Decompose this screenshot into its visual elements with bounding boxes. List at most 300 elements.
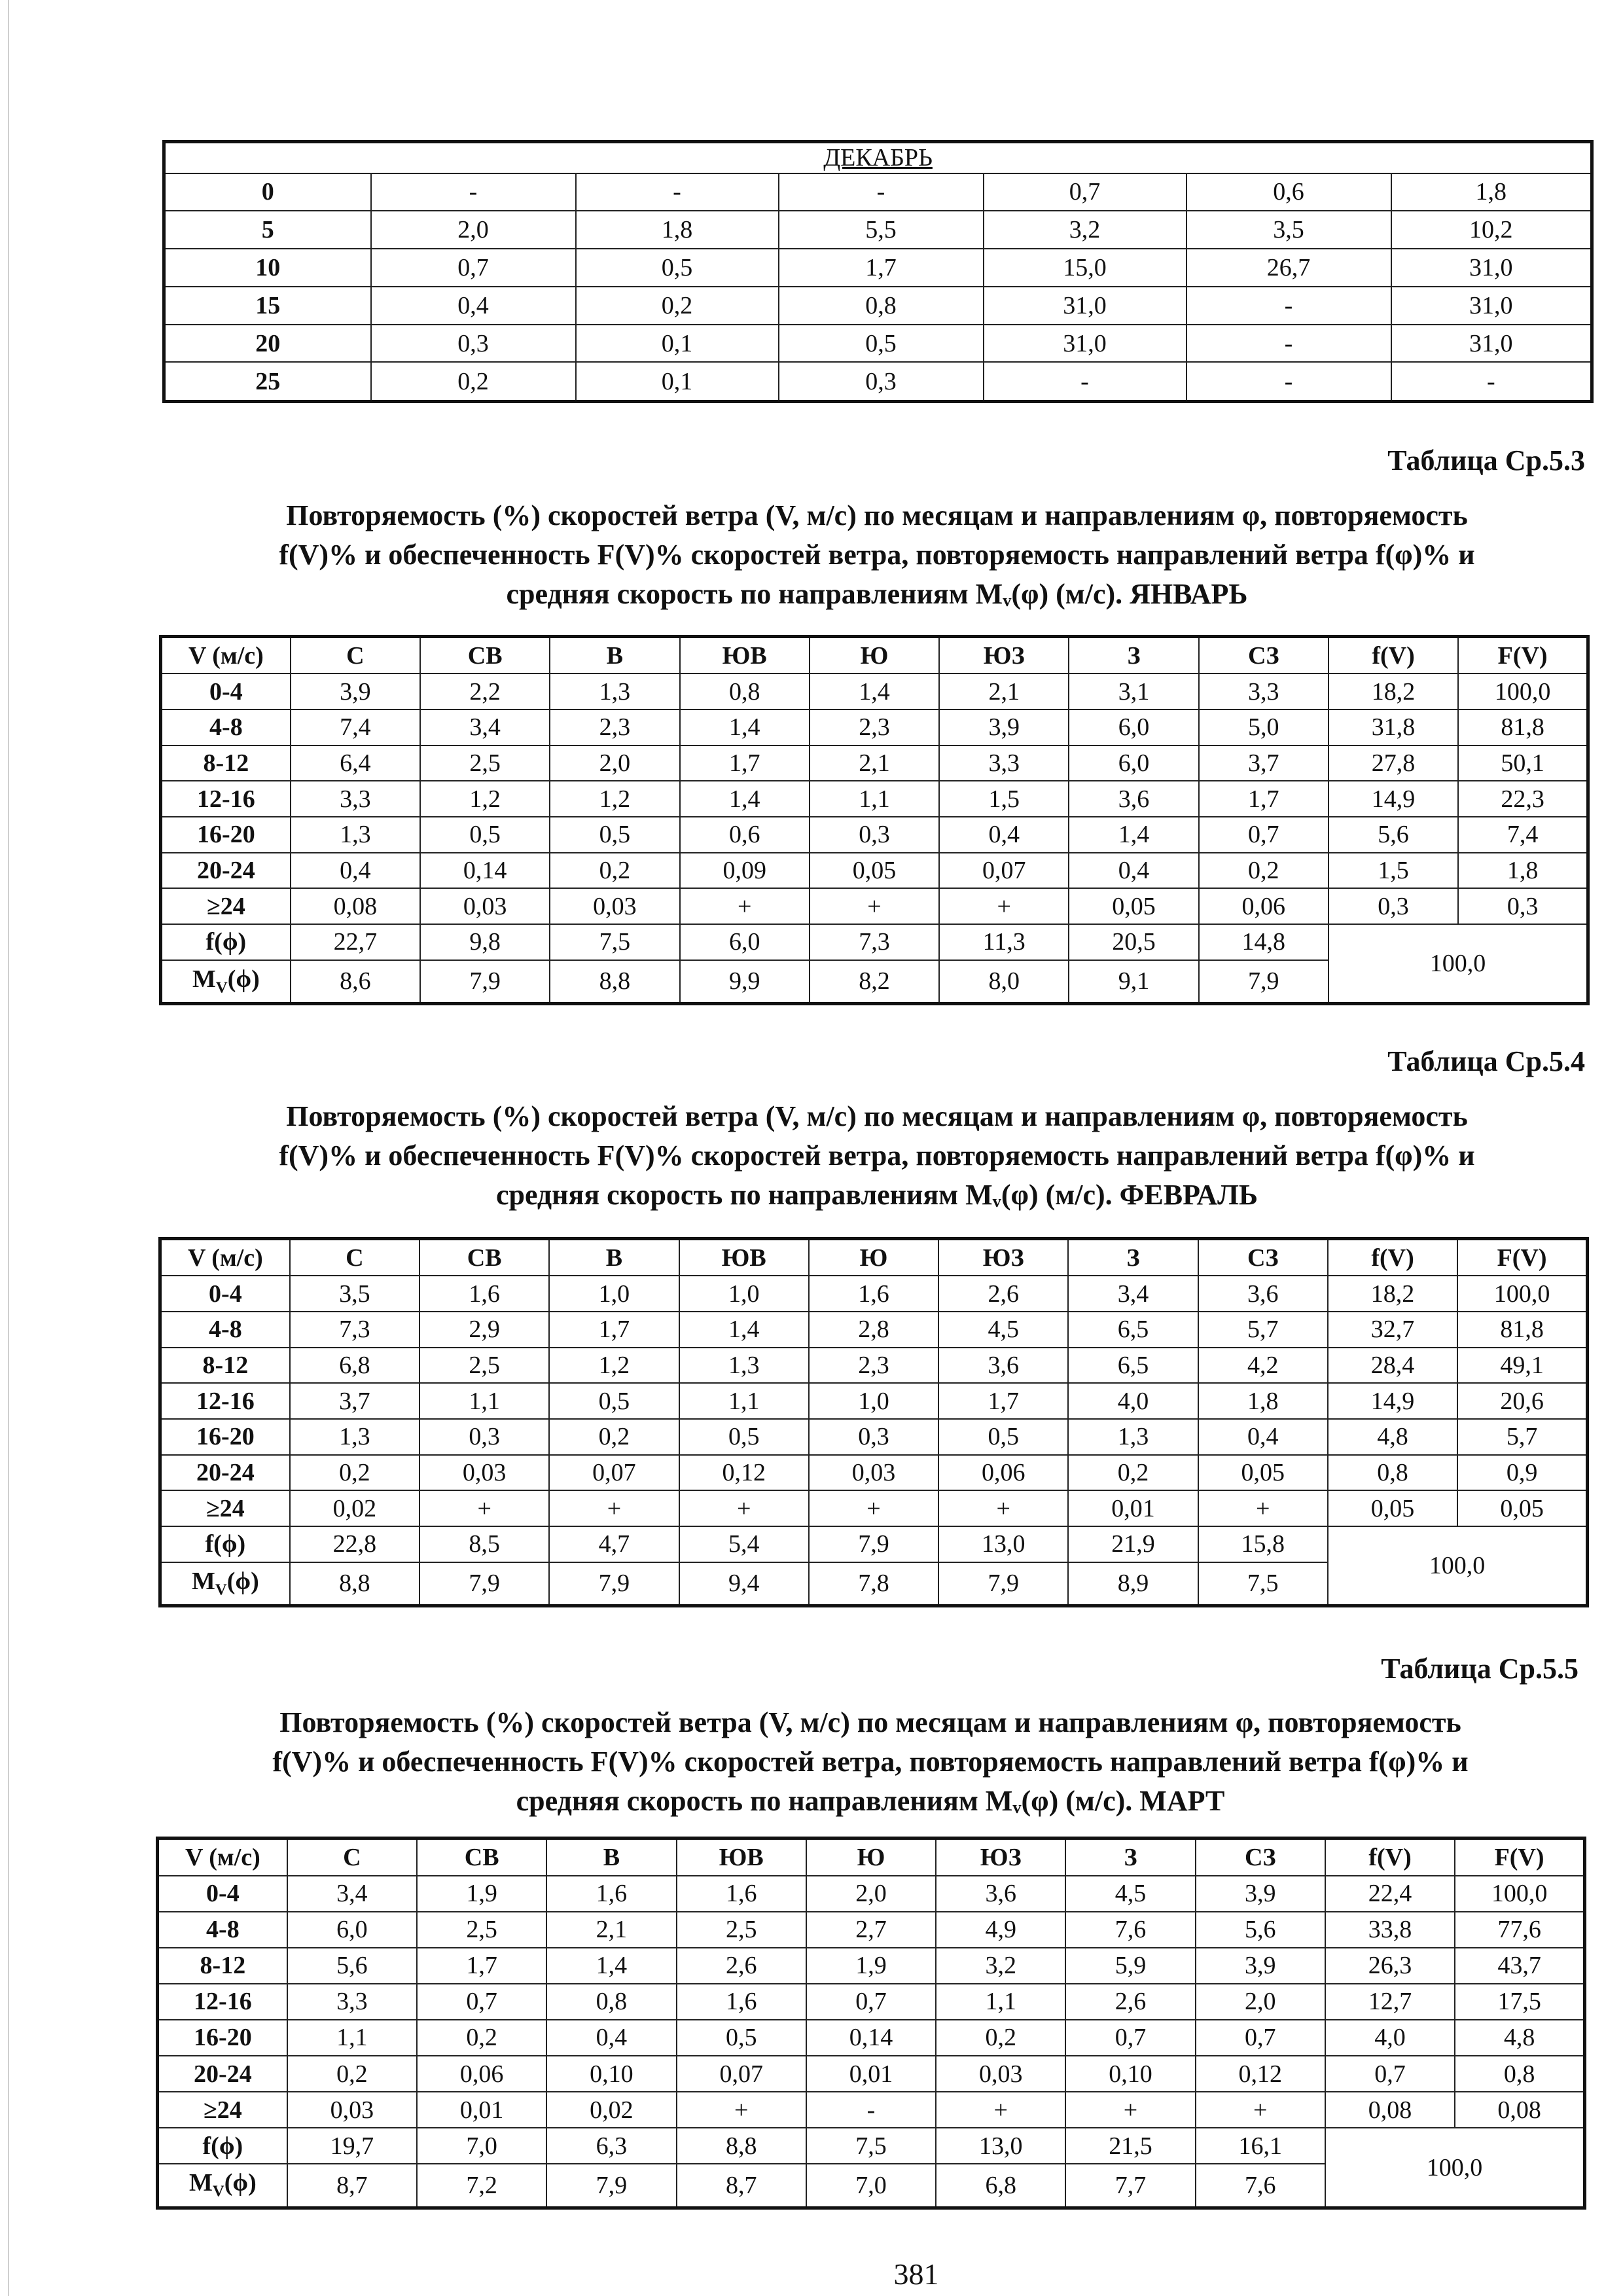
table-cell: 14,9 (1329, 781, 1458, 817)
table-cell: + (677, 2092, 806, 2128)
row-label: f(ϕ) (161, 924, 291, 960)
table-cell: 2,8 (809, 1312, 938, 1348)
table-cell: 1,6 (419, 1276, 549, 1312)
row-label: ≥24 (158, 2092, 287, 2128)
table-cell: 14,8 (1199, 924, 1329, 960)
table-cell: 7,6 (1065, 1912, 1195, 1948)
table-cell: + (1196, 2092, 1325, 2128)
table-cell: 16,1 (1196, 2128, 1325, 2164)
row-label: 4-8 (160, 1312, 290, 1348)
table-cell: 0,2 (549, 1419, 679, 1455)
table-cell: 0,3 (1458, 888, 1588, 924)
table-cell: 0,03 (420, 888, 550, 924)
table-cell: 7,9 (938, 1562, 1068, 1606)
table-cell: 0,8 (779, 287, 984, 325)
table-cell: 0,06 (1199, 888, 1329, 924)
table-cell: 7,4 (291, 709, 420, 745)
table-cell: 1,2 (550, 781, 679, 817)
column-header: З (1069, 637, 1198, 674)
column-header: ЮВ (680, 637, 810, 674)
table-row (164, 287, 1592, 325)
table-cell: 31,0 (984, 287, 1186, 325)
table-cell: 0,06 (938, 1455, 1068, 1491)
table-cell: 0,5 (550, 817, 679, 853)
table-cell: 1,7 (779, 249, 984, 287)
table-cell: 4,2 (1198, 1348, 1328, 1384)
table-cell: + (809, 1490, 938, 1526)
table-cell: 1,3 (290, 1419, 419, 1455)
table-cell: 7,9 (546, 2164, 676, 2208)
column-header: ЮВ (677, 1839, 806, 1876)
table-cell: 3,6 (1198, 1276, 1328, 1312)
table-cell: 8,0 (939, 960, 1069, 1004)
f-phi-row (160, 1526, 1588, 1562)
table-cell: 0,12 (1196, 2056, 1325, 2092)
table-cell: 2,5 (419, 1348, 549, 1384)
table-cell: + (936, 2092, 1065, 2128)
row-label: 0-4 (158, 1876, 287, 1912)
table-cell: 6,8 (290, 1348, 419, 1384)
table-cell: 3,9 (291, 673, 420, 709)
column-header: V (м/с) (161, 637, 291, 674)
table-cell: 10,2 (1391, 211, 1592, 249)
table-cell: 1,4 (680, 781, 810, 817)
table-cell: 18,2 (1328, 1276, 1457, 1312)
table-cell: 0,2 (290, 1455, 419, 1491)
table-cell: 4,5 (1065, 1876, 1195, 1912)
table-cell: 1,0 (549, 1276, 679, 1312)
table-cell: + (679, 1490, 809, 1526)
table-cell: 1,4 (1069, 817, 1198, 853)
table-cell: 0,3 (779, 362, 984, 401)
table-cell: 2,0 (550, 745, 679, 781)
row-label: 16-20 (160, 1419, 290, 1455)
table-row (161, 709, 1588, 745)
table-cell: 5,5 (779, 211, 984, 249)
table-cell: 49,1 (1457, 1348, 1587, 1384)
caption-line: Повторяемость (%) скоростей ветра (V, м/с) по месяцам и направлениям φ, повторяемость (286, 1100, 1468, 1132)
caption-line: Повторяемость (%) скоростей ветра (V, м/с) по месяцам и направлениям φ, повторяемость (286, 499, 1468, 531)
table-row (160, 1419, 1588, 1455)
table-cell: 9,9 (680, 960, 810, 1004)
table-cell: 6,8 (936, 2164, 1065, 2208)
table-cell: 17,5 (1455, 1984, 1584, 2020)
column-header: С (290, 1239, 419, 1276)
table-cell: 7,5 (550, 924, 679, 960)
caption-line: f(V)% и обеспеченность F(V)% скоростей ветра, повторяемость направлений ветра f(φ)% и (272, 1746, 1469, 1778)
table-cell: 0,12 (679, 1455, 809, 1491)
table-cell: 7,3 (810, 924, 939, 960)
table-cell: 0,3 (371, 325, 576, 363)
table-cell: 6,3 (546, 2128, 676, 2164)
table-cell: 1,7 (417, 1948, 546, 1984)
wind-table-january (159, 635, 1590, 1005)
column-header: f(V) (1329, 637, 1458, 674)
table-cell: + (419, 1490, 549, 1526)
table-cell: 3,3 (939, 745, 1069, 781)
table-cell: 3,4 (420, 709, 550, 745)
table-cell: 0,6 (680, 817, 810, 853)
table-cell: + (1065, 2092, 1195, 2128)
table-cell: 20,5 (1069, 924, 1198, 960)
table-cell: 0,9 (1457, 1455, 1587, 1491)
column-header: СВ (417, 1839, 546, 1876)
table-cell: 8,7 (287, 2164, 417, 2208)
table-cell: 1,6 (677, 1876, 806, 1912)
table-cell: 8,9 (1068, 1562, 1198, 1606)
table-row (158, 2020, 1585, 2056)
table-cell: 1,1 (810, 781, 939, 817)
table-cell: 2,9 (419, 1312, 549, 1348)
table-cell: 6,0 (680, 924, 810, 960)
table-cell: 0,3 (810, 817, 939, 853)
table-cell: 2,1 (810, 745, 939, 781)
table-cell: 0,02 (546, 2092, 676, 2128)
table-cell: 3,6 (938, 1348, 1068, 1384)
table-cell: 0,2 (576, 287, 779, 325)
table-cell: 5,6 (1196, 1912, 1325, 1948)
table-cell: 1,4 (680, 709, 810, 745)
row-label: ≥24 (161, 888, 291, 924)
table-cell: 0,05 (1069, 888, 1198, 924)
table-cell: 1,6 (677, 1984, 806, 2020)
table-cell: 21,5 (1065, 2128, 1195, 2164)
table-cell: 0,2 (936, 2020, 1065, 2056)
table-cell: 0,07 (549, 1455, 679, 1491)
column-header: V (м/с) (158, 1839, 287, 1876)
table-cell: 5,6 (287, 1948, 417, 1984)
table-cell: 1,9 (417, 1876, 546, 1912)
total-cell: 100,0 (1329, 924, 1588, 1003)
page-edge (8, 0, 9, 2296)
table-cell: 0,05 (1457, 1490, 1587, 1526)
row-label: 5 (164, 211, 371, 249)
table-cell: 1,5 (1329, 853, 1458, 889)
table-cell: 1,3 (1068, 1419, 1198, 1455)
table-row (160, 1455, 1588, 1491)
table-cell: 1,8 (576, 211, 779, 249)
table-cell: 7,5 (806, 2128, 936, 2164)
table-cell: 0,7 (1325, 2056, 1455, 2092)
table-cell: 7,4 (1458, 817, 1588, 853)
table-cell: 1,3 (679, 1348, 809, 1384)
table-cell: 2,2 (420, 673, 550, 709)
table-cell: 0,1 (576, 325, 779, 363)
table-cell: 3,6 (936, 1876, 1065, 1912)
table-cell: 7,9 (809, 1526, 938, 1562)
table-cell: 0,4 (1069, 853, 1198, 889)
table-cell: 6,0 (1069, 745, 1198, 781)
table-row (164, 249, 1592, 287)
table-cell: 81,8 (1458, 709, 1588, 745)
row-label: 20-24 (160, 1455, 290, 1491)
december-table (162, 140, 1594, 403)
table-cell: 0,01 (417, 2092, 546, 2128)
table-cell: 3,2 (936, 1948, 1065, 1984)
table-cell: 5,7 (1198, 1312, 1328, 1348)
row-label: f(ϕ) (158, 2128, 287, 2164)
table-cell: 1,3 (550, 673, 679, 709)
table-cell: 5,0 (1199, 709, 1329, 745)
table-cell: 0,7 (806, 1984, 936, 2020)
row-label: 8-12 (158, 1948, 287, 1984)
table-cell: - (1391, 362, 1592, 401)
table-cell: 1,2 (420, 781, 550, 817)
table-cell: 0,4 (291, 853, 420, 889)
table-cell: 9,4 (679, 1562, 809, 1606)
table-cell: 0,08 (291, 888, 420, 924)
table-cell: 0,5 (677, 2020, 806, 2056)
row-label: 12-16 (161, 781, 291, 817)
table-cell: 0,8 (1328, 1455, 1457, 1491)
column-header: В (550, 637, 679, 674)
f-phi-row (158, 2128, 1585, 2164)
table-cell: 3,4 (1068, 1276, 1198, 1312)
column-header: С (291, 637, 420, 674)
table-cell: 0,08 (1455, 2092, 1584, 2128)
row-label: 12-16 (160, 1383, 290, 1419)
table-cell: 0,4 (1198, 1419, 1328, 1455)
table-row (161, 745, 1588, 781)
table-cell: 0,7 (371, 249, 576, 287)
table-cell: 2,3 (550, 709, 679, 745)
table-cell: 8,7 (677, 2164, 806, 2208)
caption-line: средняя скорость по направлениям Mᵥ(φ) (м/с). МАРТ (516, 1785, 1225, 1817)
column-header: F(V) (1457, 1239, 1587, 1276)
table-cell: 6,5 (1068, 1312, 1198, 1348)
column-header: ЮЗ (936, 1839, 1065, 1876)
table-cell: 4,5 (938, 1312, 1068, 1348)
column-header: С (287, 1839, 417, 1876)
table-cell: 8,6 (291, 960, 420, 1004)
table-cell: 3,3 (287, 1984, 417, 2020)
table-cell: 0,4 (371, 287, 576, 325)
table-cell: 7,3 (290, 1312, 419, 1348)
table-cell: 2,1 (546, 1912, 676, 1948)
column-header: F(V) (1458, 637, 1588, 674)
table-cell: 19,7 (287, 2128, 417, 2164)
total-cell: 100,0 (1328, 1526, 1588, 1605)
table-cell: 0,5 (420, 817, 550, 853)
column-header: Ю (810, 637, 939, 674)
table-cell: 0,2 (287, 2056, 417, 2092)
row-label: 0-4 (160, 1276, 290, 1312)
table-cell: 0,05 (1198, 1455, 1328, 1491)
table-cell: 0,10 (546, 2056, 676, 2092)
mv-label-sub: V (215, 978, 228, 997)
page-number: 381 (893, 2257, 939, 2291)
f-phi-row (161, 924, 1588, 960)
table-cell: - (779, 173, 984, 211)
table-cell: 1,7 (680, 745, 810, 781)
table-number-5-3: Таблица Ср.5.3 (1387, 444, 1585, 476)
table-cell: 7,6 (1196, 2164, 1325, 2208)
row-label: 8-12 (160, 1348, 290, 1384)
row-label: 10 (164, 249, 371, 287)
mv-label-tail: (ϕ) (226, 1567, 259, 1595)
table-caption-5-4 (164, 1097, 1590, 1215)
table-cell: 3,2 (984, 211, 1186, 249)
table-cell: 0,6 (1186, 173, 1391, 211)
table-cell: 0,7 (984, 173, 1186, 211)
column-header: СЗ (1198, 1239, 1328, 1276)
table-cell: 1,8 (1198, 1383, 1328, 1419)
table-cell: 0,3 (1329, 888, 1458, 924)
table-cell: 9,8 (420, 924, 550, 960)
table-cell: 3,9 (1196, 1948, 1325, 1984)
table-cell: 1,0 (679, 1276, 809, 1312)
table-cell: + (810, 888, 939, 924)
table-cell: 27,8 (1329, 745, 1458, 781)
caption-line: средняя скорость по направлениям Mᵥ(φ) (м/с). ЯНВАРЬ (506, 578, 1248, 610)
table-cell: 9,1 (1069, 960, 1198, 1004)
section-title: ДЕКАБРЬ (164, 142, 1592, 173)
row-label (160, 1562, 290, 1606)
table-cell: 7,0 (417, 2128, 546, 2164)
table-cell: - (1186, 362, 1391, 401)
table-cell: 33,8 (1325, 1912, 1455, 1948)
table-cell: 77,6 (1455, 1912, 1584, 1948)
table-cell: 1,4 (546, 1948, 676, 1984)
table-cell: 0,07 (939, 853, 1069, 889)
table-cell: 7,9 (420, 960, 550, 1004)
table-cell: 22,4 (1325, 1876, 1455, 1912)
table-cell: 7,9 (1199, 960, 1329, 1004)
column-header: ЮЗ (938, 1239, 1068, 1276)
table-row (160, 1276, 1588, 1312)
caption-line: Повторяемость (%) скоростей ветра (V, м/с) по месяцам и направлениям φ, повторяемость (279, 1706, 1461, 1738)
mv-label-main: M (189, 2169, 213, 2197)
table-row (161, 817, 1588, 853)
table-cell: 0,01 (806, 2056, 936, 2092)
table-number-5-5: Таблица Ср.5.5 (1381, 1653, 1578, 1685)
column-header: В (549, 1239, 679, 1276)
table-cell: 7,8 (809, 1562, 938, 1606)
table-row (158, 1948, 1585, 1984)
table-row (160, 1348, 1588, 1384)
table-cell: + (939, 888, 1069, 924)
column-header: f(V) (1328, 1239, 1457, 1276)
table-cell: 2,7 (806, 1912, 936, 1948)
table-cell: 0,05 (1328, 1490, 1457, 1526)
table-cell: 8,5 (419, 1526, 549, 1562)
column-header: СВ (419, 1239, 549, 1276)
mv-label-sub: V (212, 2183, 224, 2201)
table-cell: 6,4 (291, 745, 420, 781)
row-label: 8-12 (161, 745, 291, 781)
table-cell: 1,5 (939, 781, 1069, 817)
table-cell: 0,8 (680, 673, 810, 709)
table-row (158, 1876, 1585, 1912)
table-caption-5-5 (157, 1703, 1584, 1821)
mv-label-sub: V (215, 1581, 227, 1599)
table-cell: 0,7 (417, 1984, 546, 2020)
row-label: 12-16 (158, 1984, 287, 2020)
row-label: 15 (164, 287, 371, 325)
table-cell: - (1186, 287, 1391, 325)
table-cell: 1,1 (287, 2020, 417, 2056)
table-cell: 8,8 (550, 960, 679, 1004)
table-cell: 0,07 (677, 2056, 806, 2092)
table-cell: 3,1 (1069, 673, 1198, 709)
table-cell: 11,3 (939, 924, 1069, 960)
wind-table-february (158, 1237, 1589, 1607)
table-cell: 50,1 (1458, 745, 1588, 781)
table-cell: 1,4 (810, 673, 939, 709)
table-cell: 15,0 (984, 249, 1186, 287)
table-cell: 1,9 (806, 1948, 936, 1984)
table-row (158, 1912, 1585, 1948)
table-cell: 43,7 (1455, 1948, 1584, 1984)
table-cell: 3,7 (1199, 745, 1329, 781)
table-cell: 0,03 (419, 1455, 549, 1491)
column-header: З (1065, 1839, 1195, 1876)
caption-line: f(V)% и обеспеченность F(V)% скоростей ветра, повторяемость направлений ветра f(φ)% и (279, 539, 1475, 571)
table-cell: 0,8 (546, 1984, 676, 2020)
table-row (161, 853, 1588, 889)
table-cell: 3,7 (290, 1383, 419, 1419)
table-cell: 5,9 (1065, 1948, 1195, 1984)
table-cell: 8,2 (810, 960, 939, 1004)
table-cell: 100,0 (1455, 1876, 1584, 1912)
column-header: СЗ (1196, 1839, 1325, 1876)
table-cell: - (1186, 325, 1391, 363)
table-cell: 7,0 (806, 2164, 936, 2208)
table-row (158, 2056, 1585, 2092)
table-cell: 0,09 (680, 853, 810, 889)
table-cell: 8,8 (677, 2128, 806, 2164)
table-cell: 6,5 (1068, 1348, 1198, 1384)
table-cell: 100,0 (1458, 673, 1588, 709)
row-label (161, 960, 291, 1004)
table-cell: 28,4 (1328, 1348, 1457, 1384)
table-cell: 0,4 (939, 817, 1069, 853)
table-cell: + (549, 1490, 679, 1526)
row-label: 0 (164, 173, 371, 211)
table-row (164, 173, 1592, 211)
table-cell: 1,6 (809, 1276, 938, 1312)
table-row (160, 1312, 1588, 1348)
table-cell: 1,0 (809, 1383, 938, 1419)
table-cell: 0,7 (1065, 2020, 1195, 2056)
table-row (161, 888, 1588, 924)
column-header: СЗ (1199, 637, 1329, 674)
table-cell: 5,7 (1457, 1419, 1587, 1455)
table-cell: 0,3 (809, 1419, 938, 1455)
table-cell: 2,0 (1196, 1984, 1325, 2020)
table-cell: 3,6 (1069, 781, 1198, 817)
table-cell: 31,8 (1329, 709, 1458, 745)
table-cell: 21,9 (1068, 1526, 1198, 1562)
table-row (164, 362, 1592, 401)
table-cell: + (680, 888, 810, 924)
table-cell: 4,9 (936, 1912, 1065, 1948)
table-cell: 2,0 (371, 211, 576, 249)
table-cell: - (371, 173, 576, 211)
table-cell: 0,03 (936, 2056, 1065, 2092)
table-cell: 22,3 (1458, 781, 1588, 817)
table-cell: 2,6 (1065, 1984, 1195, 2020)
row-label (158, 2164, 287, 2208)
table-cell: 3,9 (1196, 1876, 1325, 1912)
row-label: 16-20 (161, 817, 291, 853)
table-cell: 2,3 (810, 709, 939, 745)
table-cell: 0,5 (679, 1419, 809, 1455)
row-label: 20 (164, 325, 371, 363)
table-number-5-4: Таблица Ср.5.4 (1387, 1045, 1585, 1077)
table-cell: 4,0 (1068, 1383, 1198, 1419)
table-cell: 1,1 (419, 1383, 549, 1419)
